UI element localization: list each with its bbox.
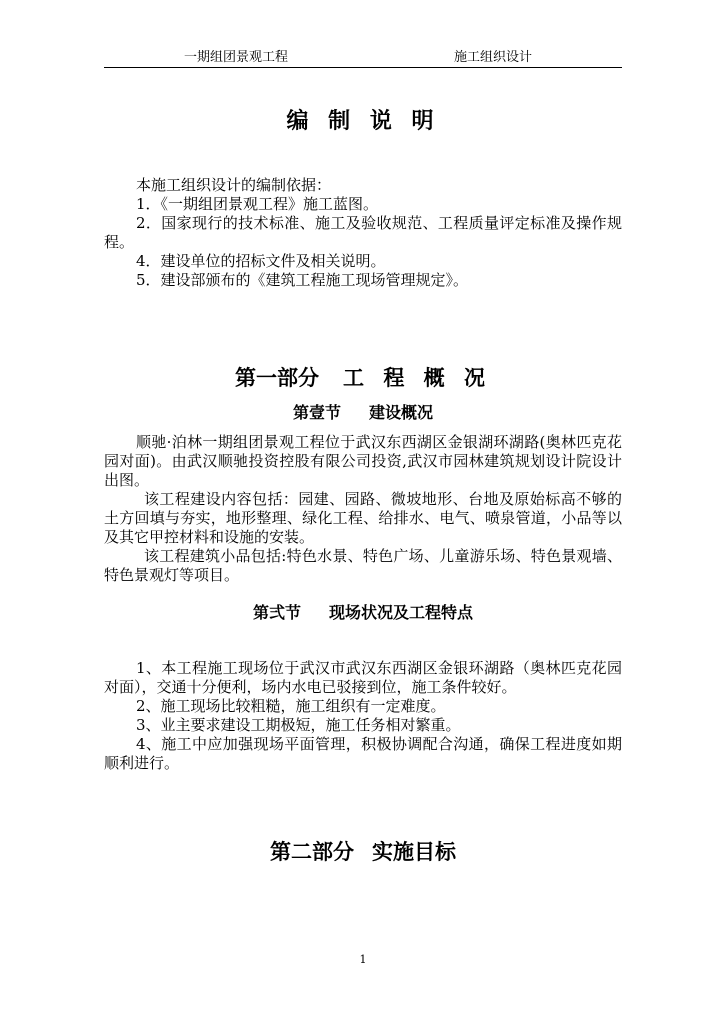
section2-label: 第弍节: [252, 603, 301, 622]
section1-label: 第壹节: [292, 403, 341, 422]
part2-title: [104, 837, 622, 867]
section2-paragraph: 3、业主要求建设工期极短，施工任务相对繁重。: [136, 716, 461, 734]
section2-paragraph: 2、施工现场比较粗糙，施工组织有一定难度。: [136, 697, 446, 715]
basis-item: 2．国家现行的技术标准、施工及验收规范、工程质量评定标准及操作规程。: [104, 214, 622, 251]
header-doc-type: 施工组织设计: [454, 50, 533, 65]
section1-paragraph: 该工程建筑小品包括:特色水景、特色广场、儿童游乐场、特色景观墙、特色景观灯等项目。: [104, 547, 622, 584]
doc-title: 编 制 说 明: [286, 108, 440, 134]
section2-title: [104, 602, 622, 624]
part1-label: 第一部分: [235, 366, 320, 390]
basis-intro: 本施工组织设计的编制依据：: [136, 176, 332, 194]
section1-paragraph: 顺驰·泊林一期组团景观工程位于武汉东西湖区金银湖环湖路(奥林匹克花园对面)。由武汉顺驰投资控股有限公司投资,武汉市园林建筑规划设计院设计出图。: [104, 433, 622, 489]
basis-item: 4．建设单位的招标文件及相关说明。: [136, 252, 386, 270]
part2-label: 第二部分: [270, 840, 354, 864]
basis-item: 1．《一期组团景观工程》施工蓝图。: [136, 195, 379, 213]
basis-block: [104, 176, 622, 290]
part2-name: 实施目标: [372, 840, 456, 864]
page-number: 1: [359, 953, 367, 966]
section1-body: [104, 433, 622, 585]
part1-name: 工 程 概 况: [343, 366, 491, 390]
header-project-name: 一期组团景观工程: [184, 50, 289, 65]
basis-item: 5．建设部颁布的《建筑工程施工现场管理规定》。: [136, 271, 469, 289]
section1-paragraph: 该工程建设内容包括：园建、园路、微坡地形、台地及原始标高不够的土方回填与夯实，地形整理、绿化工程、给排水、电气、喷泉管道，小品等以及其它甲控材料和设施的安装。: [104, 490, 622, 546]
section1-title: [104, 402, 622, 424]
part1-title: [104, 363, 622, 393]
section1-name: 建设概况: [369, 403, 434, 422]
page-header: [104, 48, 622, 68]
section2-body: [104, 659, 622, 773]
section2-name: 现场状况及工程特点: [329, 603, 474, 622]
section2-paragraph: 4、施工中应加强现场平面管理，积极协调配合沟通，确保工程进度如期顺利进行。: [104, 735, 622, 772]
section2-paragraph: 1、本工程施工现场位于武汉市武汉东西湖区金银环湖路（奥林匹克花园对面），交通十分便利，场内水电已驳接到位，施工条件较好。: [104, 659, 622, 696]
